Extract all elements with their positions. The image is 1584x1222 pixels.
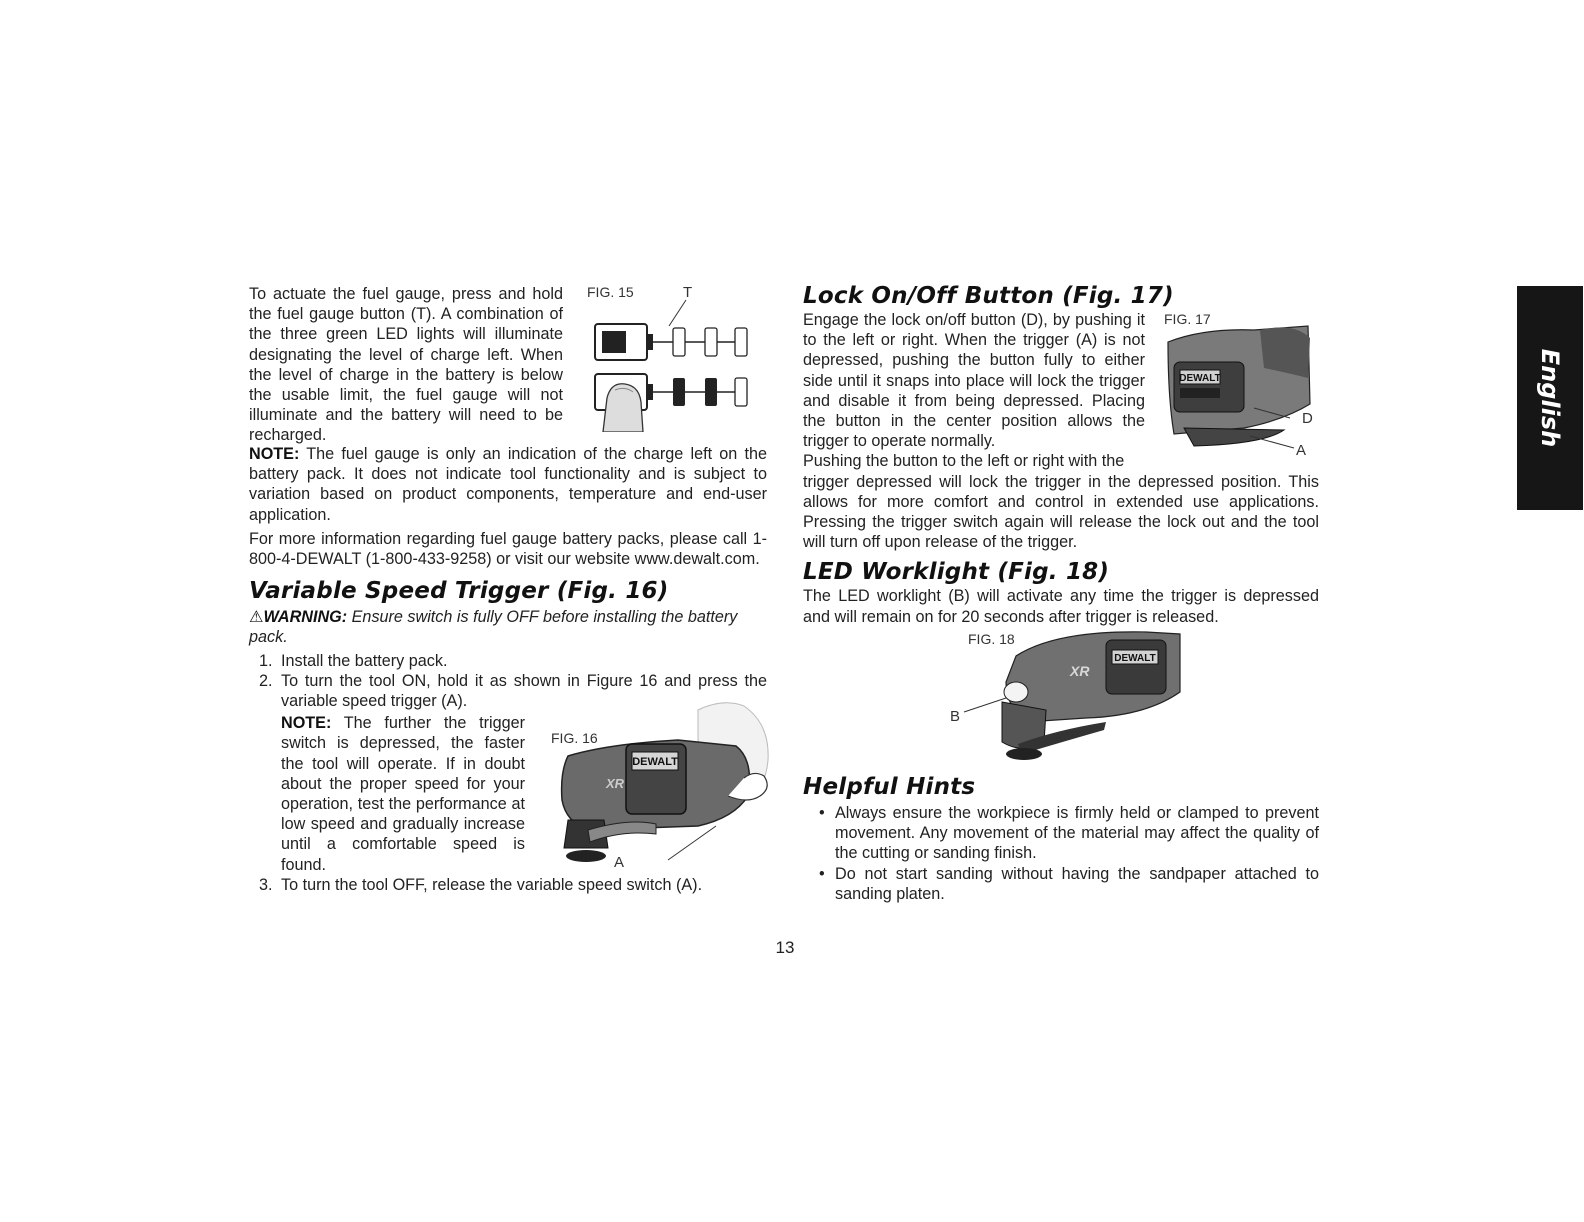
trigger-step-note: NOTE: The further the trigger switch is depressed, the faster the tool will operate. If in doubt about the proper speed for your operation, test the performance at low speed and gradually increase until a comfortable speed is found.	[281, 714, 525, 874]
fuel-gauge-illustration	[585, 282, 775, 432]
fuel-gauge-paragraph: To actuate the fuel gauge, press and hold the fuel gauge button (T). A combination of the three green LED lights will illuminate designating the level of charge left. When the level of charge in the battery is below the usable limit, the fuel gauge will not illuminate and the battery will need to be recharged.	[249, 285, 563, 445]
figure-18	[946, 626, 1186, 766]
lock-paragraph: Engage the lock on/off button (D), by pushing it to the left or right. When the trigger (A) is not depressed, pushing the button fully to either side until it snaps into place will lock the trigger and disable it from being depressed. Placing the button in the center position allows the trigger to operate normally.	[803, 311, 1145, 451]
oscillating-tool-in-hand-illustration	[548, 700, 774, 880]
figure-17-callout-a: A	[1296, 442, 1307, 459]
figure-17-label: FIG. 17	[1164, 311, 1211, 327]
lock-on-off-heading: Lock On/Off Button (Fig. 17)	[803, 283, 1174, 309]
helpful-hints-heading: Helpful Hints	[803, 774, 976, 800]
variable-speed-trigger-heading: Variable Speed Trigger (Fig. 16)	[249, 578, 669, 605]
led-worklight-heading: LED Worklight (Fig. 18)	[803, 559, 1110, 586]
led-worklight-illustration	[946, 626, 1186, 766]
page-number: 13	[775, 938, 795, 957]
figure-16-badge: DEWALT	[632, 756, 678, 768]
helpful-hints-section	[803, 773, 1319, 904]
language-tab	[1517, 286, 1583, 510]
trigger-step: 1. Install the battery pack.	[259, 651, 448, 670]
figure-17	[1164, 308, 1314, 460]
hint-item: • Do not start sanding without having the sandpaper attached to sanding platen.	[819, 864, 1319, 903]
trigger-step: 3. To turn the tool OFF, release the variable speed switch (A).	[259, 875, 703, 894]
lock-button-illustration	[1164, 308, 1314, 460]
figure-18-callout-b: B	[950, 708, 961, 725]
figure-15	[585, 282, 775, 432]
figure-16	[548, 700, 774, 880]
figure-16-xr: XR	[606, 776, 625, 791]
figure-17-badge: DEWALT	[1179, 373, 1221, 384]
language-tab-label: English	[1536, 348, 1564, 448]
lock-paragraph-2b: trigger depressed will lock the trigger in the depressed position. This allows for more comfort and control in extended use applications. Pressing the trigger switch again will release the lock out and the tool will turn off upon release of the trigger.	[803, 472, 1319, 552]
trigger-step: 2. To turn the tool ON, hold it as shown in Figure 16 and press the variable speed trigger (A). NOTE: The further the trigger switch is depressed, the faster the tool will operate. If in doubt about the proper speed for your operation, test the performance at low speed and gradually increase until a comfortable speed is found.	[259, 671, 767, 874]
figure-18-label: FIG. 18	[968, 631, 1015, 647]
lock-paragraph-2a: Pushing the button to the left or right with the	[803, 452, 1125, 471]
figure-16-label: FIG. 16	[551, 730, 598, 746]
figure-18-xr: XR	[1070, 663, 1090, 679]
figure-18-badge: DEWALT	[1114, 653, 1156, 664]
figure-15-label: FIG. 15	[587, 284, 634, 300]
fuel-gauge-info: For more information regarding fuel gauge battery packs, please call 1-800-4-DEWALT (1-800-433-9258) or visit our website www.dewalt.com.	[249, 529, 767, 569]
warning-text: ⚠WARNING: Ensure switch is fully OFF before installing the battery pack.	[249, 608, 738, 647]
led-worklight-paragraph: The LED worklight (B) will activate any time the trigger is depressed and will remain on for 20 seconds after trigger is released.	[803, 587, 1319, 626]
warning-icon: ⚠	[249, 608, 264, 627]
figure-15-callout-t: T	[683, 284, 693, 301]
helpful-hints-list	[803, 803, 1319, 904]
figure-17-callout-d: D	[1302, 410, 1313, 427]
hint-item: • Always ensure the workpiece is firmly held or clamped to prevent movement. Any movement of the material may affect the quality of the cutting or sanding finish.	[819, 804, 1319, 863]
figure-16-callout-a: A	[614, 854, 625, 871]
fuel-gauge-note: NOTE: The fuel gauge is only an indication of the charge left on the battery pack. It does not indicate tool functionality and is subject to variation based on product components, temperature and end-user application.	[249, 445, 767, 524]
